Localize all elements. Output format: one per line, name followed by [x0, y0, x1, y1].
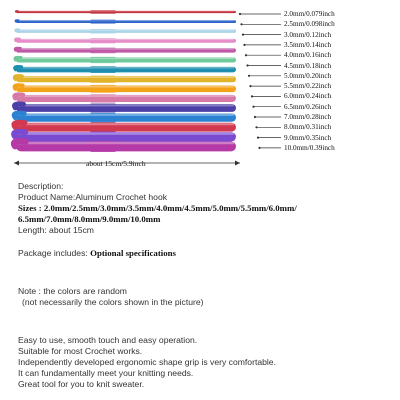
sizes-line-1: Sizes : 2.0mm/2.5mm/3.0mm/3.5mm/4.0mm/4.5mm/5.0mm/5.5mm/6.0mm/ [18, 203, 297, 213]
size-label-5: 4.0mm/0.16inch [284, 51, 332, 60]
hook-15 [14, 141, 236, 152]
hook-10 [14, 94, 236, 102]
size-leader-dot-12 [255, 126, 257, 128]
size-label-6: 4.5mm/0.18inch [284, 61, 332, 70]
hook-6 [15, 57, 236, 63]
size-label-11: 7.0mm/0.28inch [284, 113, 332, 121]
size-leader-dot-7 [248, 75, 250, 77]
hook-9 [15, 85, 236, 93]
hook-3 [15, 29, 236, 34]
hook-13 [14, 122, 236, 132]
feature-4: It can fundamentally meet your knitting needs. [18, 368, 194, 378]
size-label-13: 9.0mm/0.35inch [284, 133, 332, 142]
size-leader-dot-2 [240, 23, 242, 25]
feature-2: Suitable for most Crochet works. [18, 346, 143, 356]
sizes-line-2: 6.5mm/7.0mm/8.0mm/9.0mm/10.0mm [18, 214, 161, 224]
package-includes [18, 243, 176, 261]
size-label-12: 8.0mm/0.31inch [284, 123, 332, 132]
size-label-8: 5.5mm/0.22inch [284, 82, 332, 91]
hook-14 [14, 132, 236, 143]
product-name: Product Name:Aluminum Crochet hook [18, 192, 168, 202]
size-label-1: 2.0mm/0.079inch [284, 10, 335, 18]
size-label-2: 2.5mm/0.098inch [284, 20, 335, 29]
hook-5 [15, 48, 236, 54]
feature-5: Great tool for you to knit sweater. [18, 379, 145, 389]
arrow-left-icon [14, 161, 19, 166]
feature-3: Independently developed ergonomic shape grip is very comfortable. [18, 357, 276, 367]
feature-1: Easy to use, smooth touch and easy operation. [18, 335, 198, 345]
size-leader-dot-13 [257, 137, 259, 139]
size-leader-dot-8 [249, 85, 251, 87]
package-label: Package includes: [18, 248, 91, 258]
size-label-7: 5.0mm/0.20inch [284, 71, 332, 80]
size-label-14: 10.0mm/0.39inch [284, 143, 335, 152]
crochet-hooks-image [0, 0, 400, 175]
package-value: Optional specifications [90, 248, 176, 258]
length-label: about 15cm/5.9inch [86, 159, 146, 168]
size-leader-dot-1 [239, 13, 241, 15]
size-leader-dot-6 [246, 64, 248, 66]
hook-7 [15, 66, 236, 73]
size-label-4: 3.5mm/0.14inch [284, 40, 332, 49]
size-label-3: 3.0mm/0.12inch [284, 30, 332, 39]
arrow-right-icon [235, 161, 240, 166]
hook-1 [16, 10, 236, 13]
note-line-2: (not necessarily the colors shown in the picture) [22, 297, 204, 307]
size-leader-dot-10 [252, 106, 254, 108]
hook-2 [15, 20, 236, 24]
size-leader-dot-5 [245, 54, 247, 56]
note-line-1: Note : the colors are random [18, 286, 127, 296]
size-label-9: 6.0mm/0.24inch [284, 92, 332, 101]
description-heading: Description: [18, 181, 64, 191]
hook-12 [14, 113, 236, 122]
size-leader-dot-14 [258, 147, 260, 149]
length-text: Length: about 15cm [18, 225, 94, 235]
size-leader-dot-4 [243, 44, 245, 46]
size-label-10: 6.5mm/0.26inch [284, 102, 332, 111]
size-leader-dot-9 [251, 95, 253, 97]
hook-4 [15, 38, 236, 43]
size-leader-dot-11 [254, 116, 256, 118]
size-leader-dot-3 [242, 34, 244, 36]
hook-8 [15, 76, 236, 83]
hook-11 [14, 104, 236, 113]
